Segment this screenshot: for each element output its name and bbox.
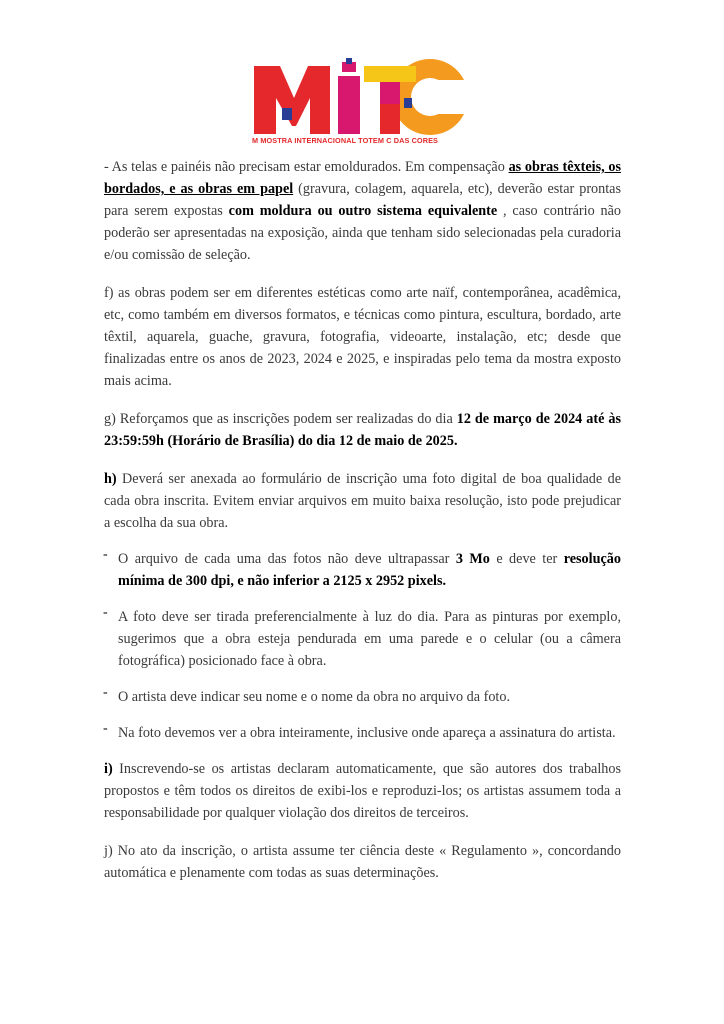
list-item: - O artista deve indicar seu nome e o nome da obra no arquivo da foto. — [103, 685, 510, 705]
list-item: - O arquivo de cada uma das fotos não deve ultrapassar 3 Mo e deve ter resolução mínima de 300 dpi, e não inferior a 2125 x 2952 pixels. — [103, 547, 621, 589]
paragraph-i: i) Inscrevendo-se os artistas declaram automaticamente, que são autores dos trabalhos propostos e têm todos os direitos de exibi-los e reproduzi-los; os artistas assumem toda a responsabilidade por qualquer violação dos direitos de terceiros. — [104, 761, 621, 821]
list-item: - Na foto devemos ver a obra inteiramente, inclusive onde apareça a assinatura do artista. — [103, 721, 616, 741]
paragraph-frames: - As telas e painéis não precisam estar emoldurados. Em compensação as obras têxteis, os bordados, e as obras em papel (gravura, colagem, aquarela, etc), deverão estar prontas para serem expostas com moldura ou outro sistema equivalente , caso contrário não poderão ser apresentadas na exposição, ainda que tenham sido selecionadas pela curadoria e/ou comissão de seleção. — [104, 159, 622, 263]
photo-requirements-list — [104, 548, 621, 744]
paragraph-j: j) No ato da inscrição, o artista assume ter ciência deste « Regulamento », concordando automática e plenamente com todas as suas determinações. — [104, 843, 621, 881]
paragraph-h: h) Deverá ser anexada ao formulário de inscrição uma foto digital de boa qualidade de cada obra inscrita. Evitem enviar arquivos em muito baixa resolução, isto pode prejudicar a escolha da sua obra. — [104, 471, 621, 531]
logo-caption: M MOSTRA INTERNACIONAL TOTEM C DAS CORES — [252, 136, 439, 145]
paragraph-g: g) Reforçamos que as inscrições podem ser realizadas do dia 12 de março de 2024 até às 23:59:59h (Horário de Brasília) do dia 12 de maio de 2025. — [104, 411, 621, 449]
list-item: - A foto deve ser tirada preferencialmente à luz do dia. Para as pinturas por exemplo, sugerimos que a obra esteja pendurada em uma parede e o celular (ou a câmera fotográfica) posicionado face à obra. — [103, 605, 621, 669]
mitc-logo — [252, 58, 472, 148]
mitc-logo-icon — [252, 58, 472, 136]
document-body — [104, 156, 621, 884]
paragraph-f: f) as obras podem ser em diferentes estéticas como arte naïf, contemporânea, acadêmica, etc, como também em diversos formatos, e técnicas como pintura, escultura, bordado, arte têxtil, aquarela, guache, gravura, fotografia, videoarte, instalação, etc; desde que finalizadas entre os anos de 2023, 2024 e 2025, e inspiradas pelo tema da mostra exposto mais acima. — [104, 285, 621, 389]
